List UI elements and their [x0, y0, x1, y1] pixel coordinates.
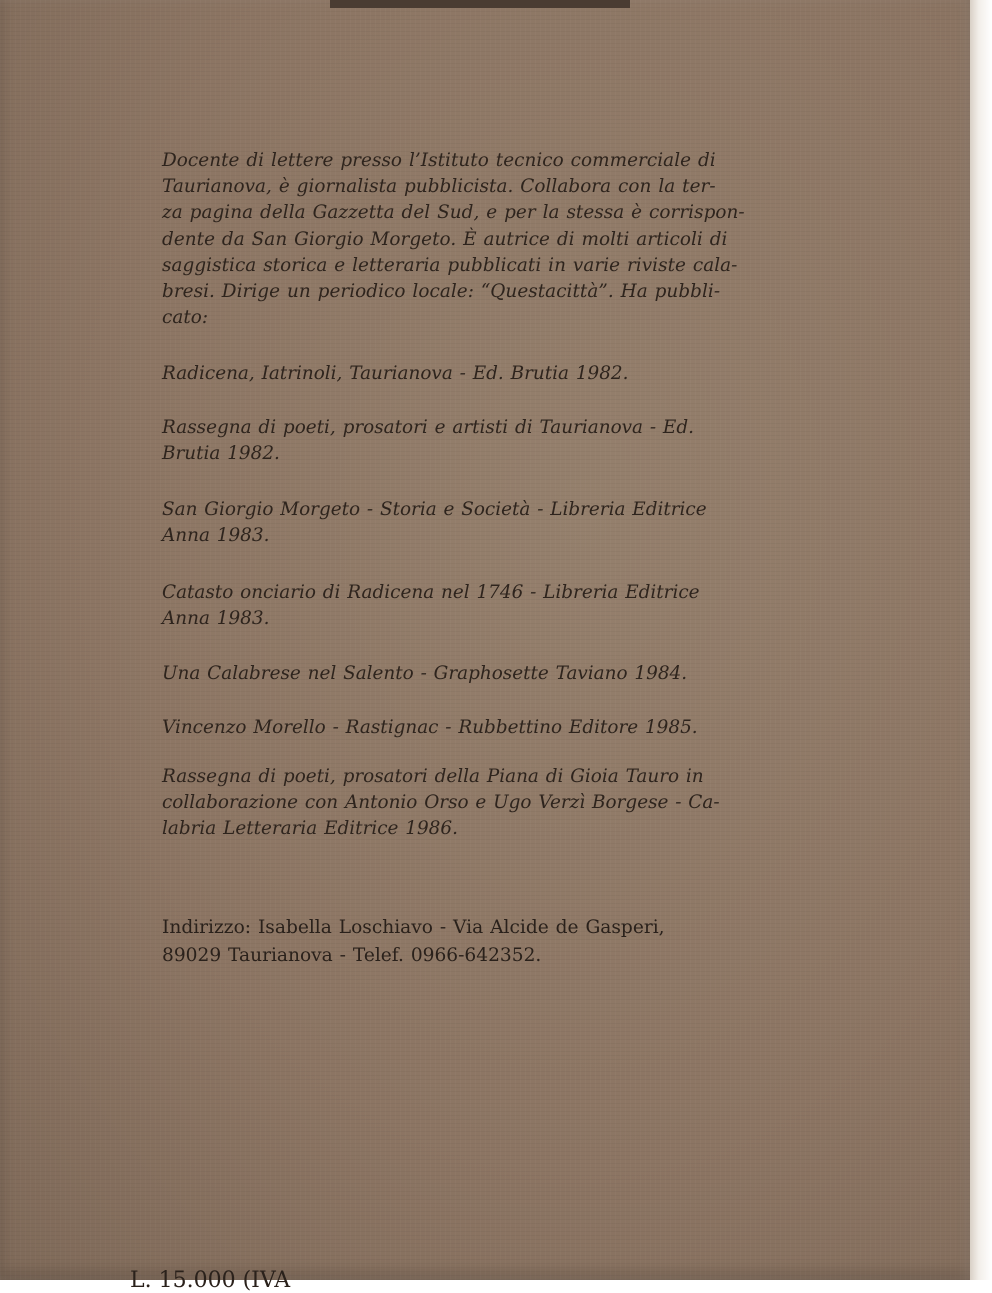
publication-item: [162, 661, 782, 687]
publication-line: Brutia 1982.: [162, 443, 280, 465]
publication-line: Radicena, Iatrinoli, Taurianova - Ed. Brutia 1982.: [162, 363, 629, 384]
bio-line: bresi. Dirige un periodico locale: “Questacittà”. Ha pubbli-: [162, 281, 721, 303]
bio-line: za pagina della Gazzetta del Sud, e per la stessa è corrispon-: [162, 202, 745, 224]
publication-line: Una Calabrese nel Salento - Graphosette Taviano 1984.: [162, 663, 688, 684]
price-label: L. 15.000 (IVA: [130, 1268, 291, 1293]
publication-item: [162, 580, 782, 632]
publication-item: [162, 361, 782, 387]
publication-line: Rassegna di poeti, prosatori e artisti di Taurianova - Ed.: [162, 417, 694, 438]
publication-line: Anna 1983.: [162, 608, 270, 630]
author-address: [162, 914, 802, 969]
publication-line: Catasto onciario di Radicena nel 1746 - Libreria Editrice: [162, 582, 700, 603]
publication-item: [162, 764, 782, 843]
publication-item: [162, 497, 782, 549]
publication-line: Rassegna di poeti, prosatori della Piana di Gioia Tauro in: [162, 766, 704, 787]
publication-item: [162, 415, 782, 467]
publication-line: Vincenzo Morello - Rastignac - Rubbettino Editore 1985.: [162, 717, 698, 738]
address-line: Indirizzo: Isabella Loschiavo - Via Alcide de Gasperi,: [162, 917, 665, 938]
publication-line: labria Letteraria Editrice 1986.: [162, 818, 458, 840]
bio-line: dente da San Giorgio Morgeto. È autrice di molti articoli di: [162, 228, 728, 250]
bio-line: Taurianova, è giornalista pubblicista. Collabora con la ter-: [162, 176, 716, 198]
bio-line: cato:: [162, 307, 209, 329]
publication-line: San Giorgio Morgeto - Storia e Società - Libreria Editrice: [162, 499, 707, 520]
publication-item: [162, 715, 782, 741]
bio-line: Docente di lettere presso l’Istituto tecnico commerciale di: [162, 150, 716, 171]
publication-line: Anna 1983.: [162, 525, 270, 547]
address-line: 89029 Taurianova - Telef. 0966-642352.: [162, 944, 542, 966]
scan-margin: [970, 0, 992, 1280]
bio-line: saggistica storica e letteraria pubblicati in varie riviste cala-: [162, 254, 738, 276]
top-edge-shadow: [330, 0, 630, 8]
publication-line: collaborazione con Antonio Orso e Ugo Verzì Borgese - Ca-: [162, 792, 720, 814]
author-biography: [162, 148, 782, 331]
